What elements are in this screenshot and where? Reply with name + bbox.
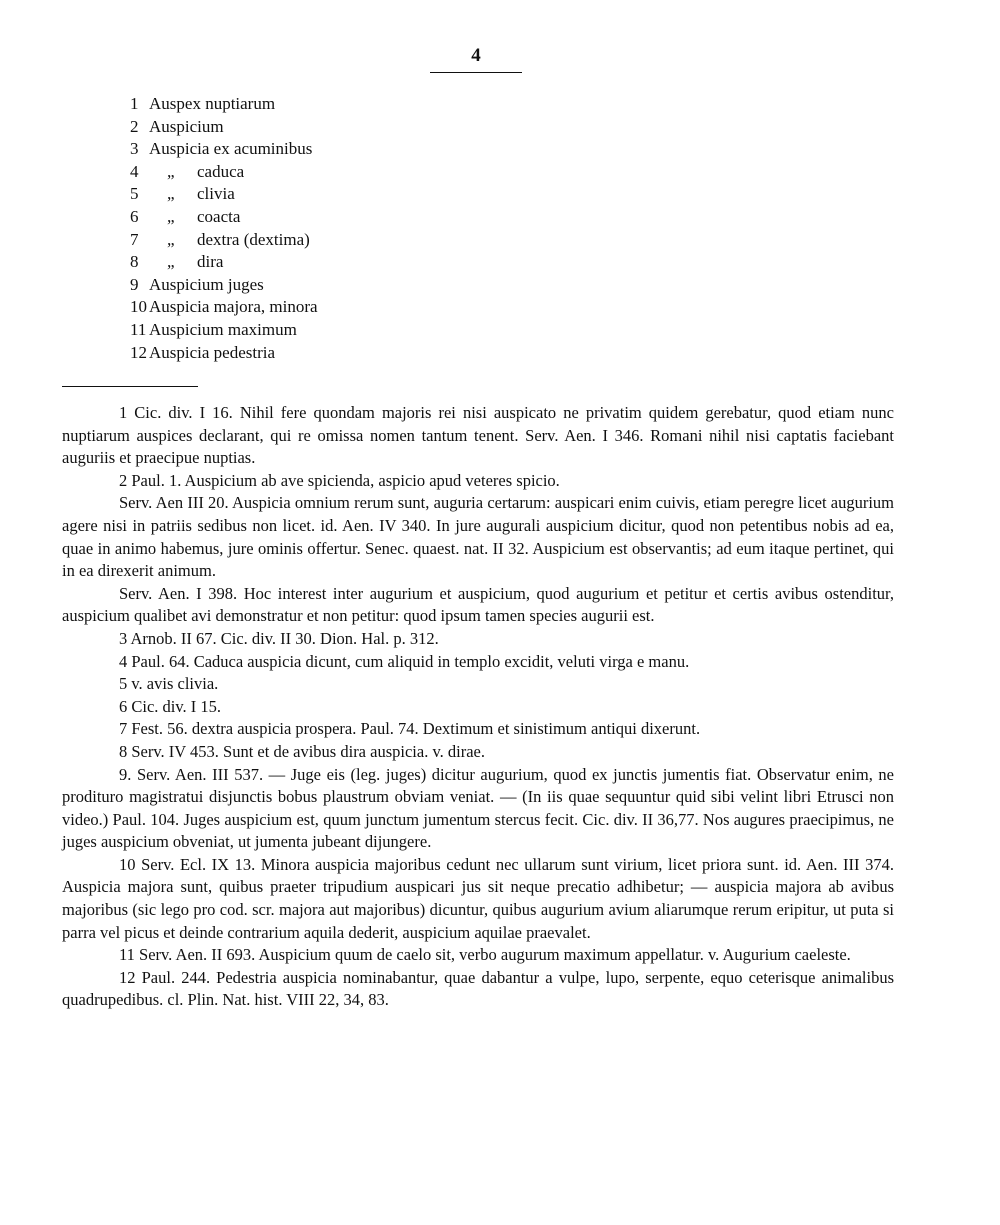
lemma-item bbox=[130, 342, 530, 365]
lemma-term: Auspicia ex acuminibus bbox=[149, 139, 313, 159]
footnote: 3 Arnob. II 67. Cic. div. II 30. Dion. Hal. p. 312. bbox=[119, 628, 439, 648]
lemma-number: 8 bbox=[130, 252, 139, 272]
footnote: 12 Paul. 244. Pedestria auspicia nominabantur, quae dabantur a vulpe, lupo, serpente, equo ceterisque animalibus quadrupedibus. cl. Plin. Nat. hist. VIII 22, 34, 83. bbox=[62, 967, 894, 1010]
lemma-term: Auspicium juges bbox=[149, 274, 264, 294]
lemma-item bbox=[130, 229, 530, 252]
lemma-term: Auspex nuptiarum bbox=[149, 94, 276, 113]
footnote: 7 Fest. 56. dextra auspicia prospera. Paul. 74. Dextimum et sinistimum antiqui dixerunt. bbox=[119, 719, 701, 739]
lemma-term: caduca bbox=[197, 161, 245, 181]
footnote: 1 Cic. div. I 16. Nihil fere quondam majoris rei nisi auspicato ne privatim quidem gerebatur, quod etiam nunc nuptiarum auspices declarant, qui re omissa nomen tantum tenent. Serv. Aen. I 346. Romani nihil nisi captatis faciebant auguriis et praecipue nuptias. bbox=[62, 403, 894, 468]
lemma-item bbox=[130, 161, 530, 184]
lemma-term: coacta bbox=[197, 206, 241, 226]
lemma-item bbox=[130, 319, 530, 342]
lemma-number: 1 bbox=[130, 94, 139, 113]
page-number: 4 bbox=[430, 44, 522, 73]
lemma-term: Auspicia pedestria bbox=[149, 342, 276, 362]
footnote: 10 Serv. Ecl. IX 13. Minora auspicia majoribus cedunt nec ullarum sunt virium, licet priora sunt. id. Aen. III 374. Auspicia majora sunt, quibus praeter tripudium auspicari jus sit neque precatio adhibetur; — auspicia majora ab avibus majoribus (sic lego pro cod. scr. majora aut majoribus) dicuntur, quibus augurium avium aliarumque rerum eripitur, ut puta si parra vel picus et deinde contrarium aquila dederit, auspicium aquilae praevalet. bbox=[62, 854, 894, 942]
lemma-term: clivia bbox=[197, 184, 235, 204]
footnote: 6 Cic. div. I 15. bbox=[119, 696, 222, 716]
lemma-item bbox=[130, 183, 530, 206]
lemma-term: Auspicium maximum bbox=[149, 319, 297, 339]
ditto-mark: „ bbox=[167, 184, 175, 204]
lemma-number: 2 bbox=[130, 116, 139, 136]
lemma-item bbox=[130, 274, 530, 297]
lemma-number: 4 bbox=[130, 161, 139, 181]
ditto-mark: „ bbox=[167, 206, 175, 226]
ditto-mark: „ bbox=[167, 161, 175, 181]
footnote: Serv. Aen. I 398. Hoc interest inter augurium et auspicium, quod augurium et petitur et certis avibus ostenditur, auspicium qualibet avi demonstratur et non petitur: quod ipsum tamen species augurii est. bbox=[62, 583, 894, 626]
lemma-number: 6 bbox=[130, 206, 139, 226]
footnote: 8 Serv. IV 453. Sunt et de avibus dira auspicia. v. dirae. bbox=[119, 741, 485, 761]
ditto-mark: „ bbox=[167, 252, 175, 272]
lemma-number: 11 bbox=[130, 319, 147, 339]
lemma-list bbox=[130, 93, 530, 364]
lemma-term: dextra (dextima) bbox=[197, 229, 310, 249]
lemma-number: 3 bbox=[130, 139, 139, 159]
lemma-term: Auspicium bbox=[149, 116, 224, 136]
footnote: Serv. Aen III 20. Auspicia omnium rerum sunt, auguria certarum: auspicari enim cuivis, etiam peregre licet augurium agere nisi in patriis sedibus non licet. id. Aen. IV 340. In jure augurali auspicium dicitur, quod non petentibus nobis ad ea, quae in animo habemus, jure ominis offertur. Senec. quaest. nat. II 32. Auspicium est observantis; ad eum itaque pertinet, qui in ea direxerit animum. bbox=[62, 493, 894, 581]
ditto-mark: „ bbox=[167, 229, 175, 249]
lemma-number: 10 bbox=[130, 297, 147, 317]
footnote: 2 Paul. 1. Auspicium ab ave spicienda, aspicio apud veteres spicio. bbox=[119, 470, 560, 490]
footnote: 11 Serv. Aen. II 693. Auspicium quum de caelo sit, verbo augurum maximum appellatur. v. Augurium caeleste. bbox=[119, 945, 851, 965]
lemma-item bbox=[130, 296, 530, 319]
lemma-term: dira bbox=[197, 252, 224, 272]
footnote: 5 v. avis clivia. bbox=[119, 674, 219, 694]
lemma-item bbox=[130, 251, 530, 274]
footnotes bbox=[62, 402, 894, 1012]
lemma-term: Auspicia majora, minora bbox=[149, 297, 318, 317]
footnote: 4 Paul. 64. Caduca auspicia dicunt, cum aliquid in templo excidit, veluti virga e manu. bbox=[119, 651, 690, 671]
lemma-number: 5 bbox=[130, 184, 139, 204]
lemma-item bbox=[130, 138, 530, 161]
lemma-number: 7 bbox=[130, 229, 139, 249]
lemma-number: 9 bbox=[130, 274, 139, 294]
lemma-item bbox=[130, 116, 530, 139]
lemma-number: 12 bbox=[130, 342, 147, 362]
lemma-item bbox=[130, 93, 530, 116]
footnote: 9. Serv. Aen. III 537. — Juge eis (leg. juges) dicitur augurium, quod ex junctis jumentis fiat. Observatur enim, ne prodituro magistratui disjunctis bobus plaustrum obviam veniat. — (In iis quae sequuntur quid sibi velint libri Etrusci non video.) Paul. 104. Juges auspicium est, quum junctum jumentum stercus fecit. Cic. div. II 36,77. Nos augures praecipimus, ne juges auspicium obveniat, ut jumenta jubeant dijungere. bbox=[62, 764, 894, 852]
lemma-item bbox=[130, 206, 530, 229]
footnote-divider bbox=[62, 386, 198, 387]
